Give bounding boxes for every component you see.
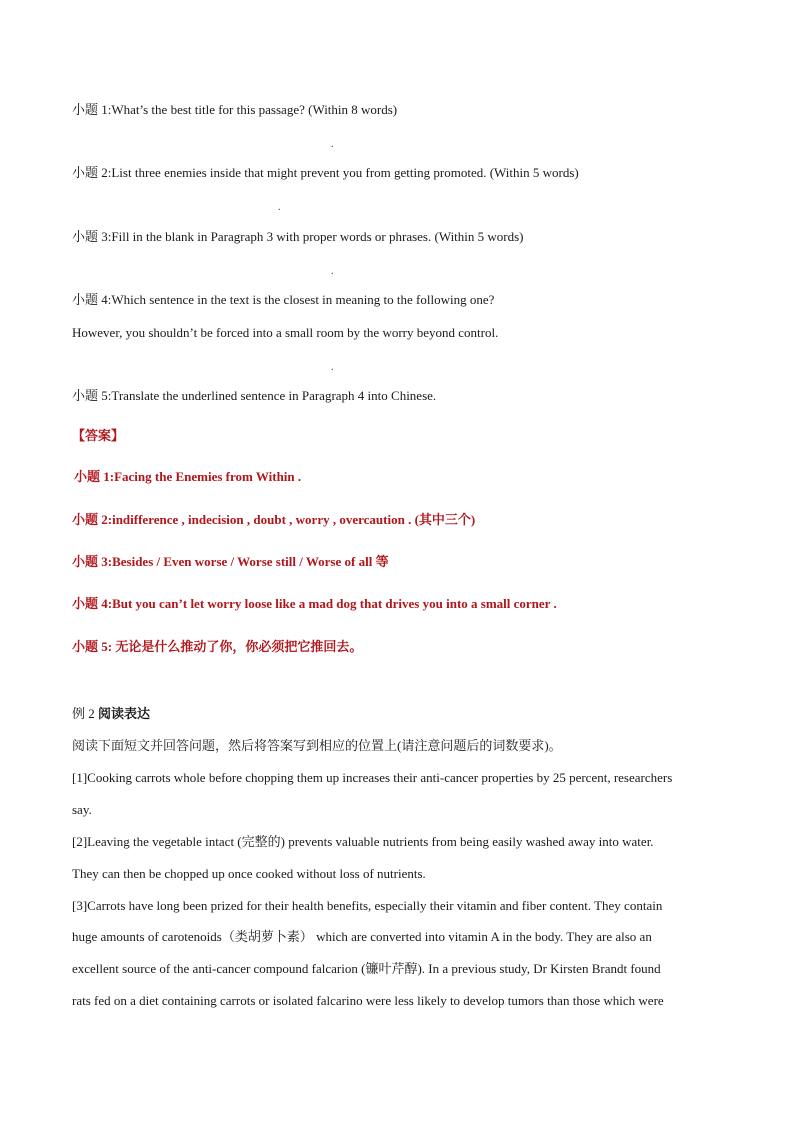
answer-5: 小题 5: 无论是什么推动了你，你必须把它推回去。 [72, 639, 363, 654]
passage-line: [2]Leaving the vegetable intact (完整的) prevents valuable nutrients from being easily washed away into water. [72, 834, 654, 849]
answer-blank-4: . [331, 362, 334, 373]
passage-line: excellent source of the anti-cancer compound falcarion (镰叶芹醇). In a previous study, Dr Kirsten Brandt found [72, 961, 661, 976]
answer-blank-1: . [331, 139, 334, 150]
answer-2: 小题 2:indifference , indecision , doubt , worry , overcaution . (其中三个) [72, 512, 476, 527]
answer-3: 小题 3:Besides / Even worse / Worse still / Worse of all 等 [72, 554, 389, 569]
question-4-sentence: However, you shouldn’t be forced into a small room by the worry beyond control. [72, 325, 499, 340]
answer-1: 小题 1:Facing the Enemies from Within . [74, 469, 302, 484]
example-label: 例 2 [72, 706, 95, 721]
passage-line: rats fed on a diet containing carrots or isolated falcarino were less likely to develop tumors than those which were [72, 993, 664, 1008]
answer-4: 小题 4:But you can’t let worry loose like a mad dog that drives you into a small corner . [72, 596, 557, 611]
example-heading [72, 706, 150, 722]
passage-line: say. [72, 802, 92, 817]
question-4: 小题 4:Which sentence in the text is the closest in meaning to the following one? [72, 292, 495, 307]
passage-line: They can then be chopped up once cooked without loss of nutrients. [72, 866, 426, 881]
answer-blank-2: . [278, 202, 281, 213]
answer-header: 【答案】 [72, 428, 125, 443]
question-3: 小题 3:Fill in the blank in Paragraph 3 with proper words or phrases. (Within 5 words) [72, 229, 524, 244]
answer-blank-3: . [331, 266, 334, 277]
passage-line: [3]Carrots have long been prized for their health benefits, especially their vitamin and fiber content. They contain [72, 898, 663, 913]
question-1: 小题 1:What’s the best title for this passage? (Within 8 words) [72, 102, 398, 117]
question-2: 小题 2:List three enemies inside that might prevent you from getting promoted. (Within 5 words) [72, 165, 579, 180]
example-title: 阅读表达 [98, 706, 151, 721]
example-instruction: 阅读下面短文并回答问题，然后将答案写到相应的位置上(请注意问题后的词数要求)。 [72, 738, 562, 753]
passage-line: huge amounts of carotenoids（类胡萝卜素） which are converted into vitamin A in the body. They are also an [72, 929, 652, 944]
passage-line: [1]Cooking carrots whole before chopping them up increases their anti-cancer properties by 25 percent, researchers [72, 770, 673, 785]
question-5: 小题 5:Translate the underlined sentence in Paragraph 4 into Chinese. [72, 388, 437, 403]
